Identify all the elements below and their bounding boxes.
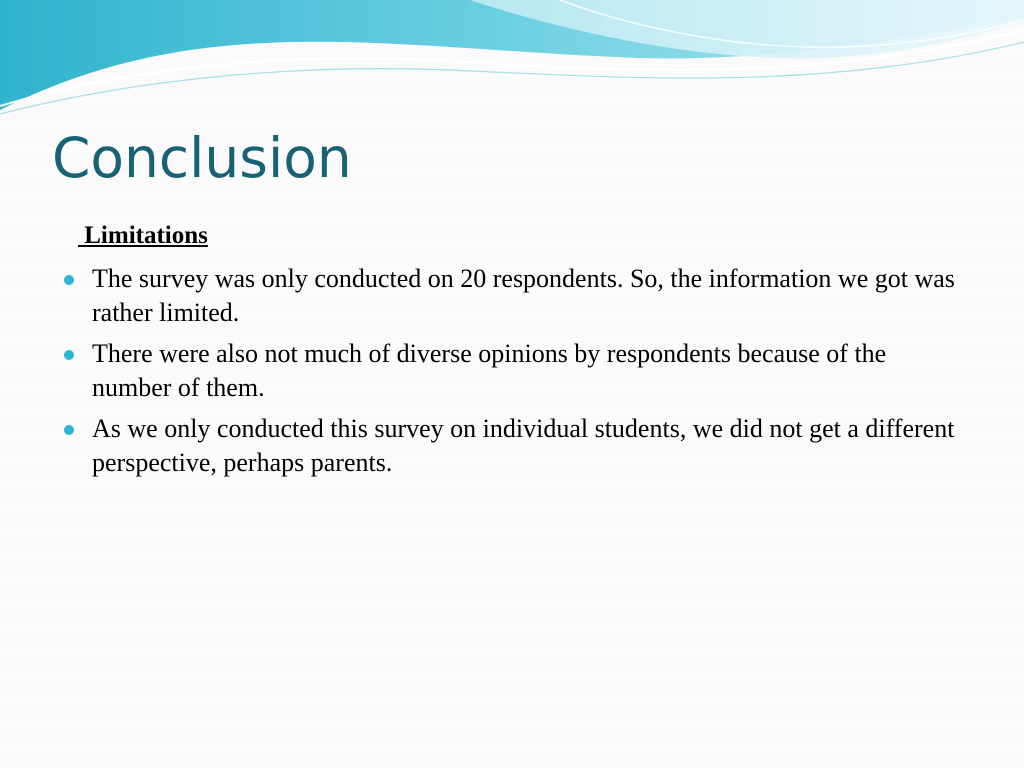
bullet-item [62,337,972,405]
bullet-item [62,412,972,480]
bullet-text: The survey was only conducted on 20 respondents. So, the information we got was rather limited. [92,264,955,327]
bullet-item [62,262,972,330]
bullet-dot-icon [64,425,74,435]
bullet-text: There were also not much of diverse opinions by respondents because of the number of them. [92,339,887,402]
bullet-list [62,262,972,487]
slide-title: Conclusion [52,126,352,190]
limitations-heading: Limitations [78,222,208,249]
bullet-text: As we only conducted this survey on individual students, we did not get a different perspective, perhaps parents. [92,414,955,477]
bullet-dot-icon [64,350,74,360]
bullet-dot-icon [64,275,74,285]
header-wave-decoration [0,0,1024,130]
